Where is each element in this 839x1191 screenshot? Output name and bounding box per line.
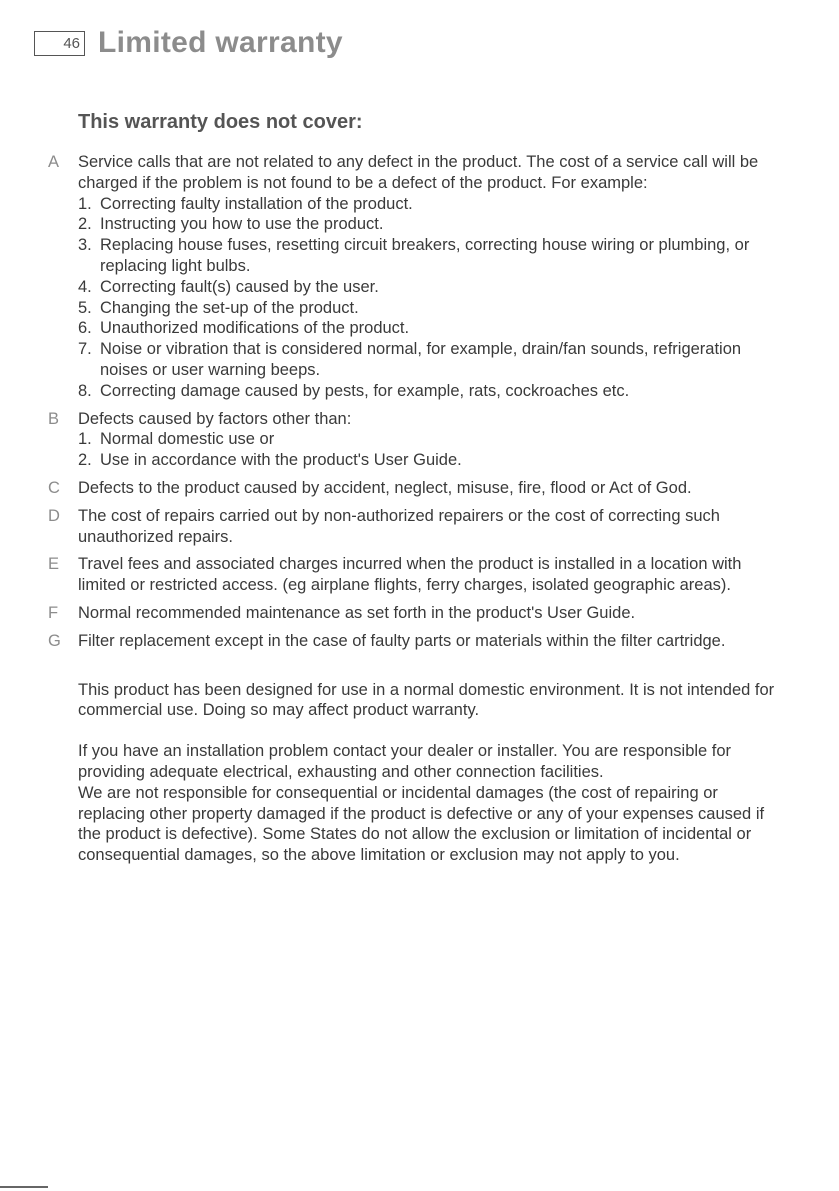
item-text: Service calls that are not related to any defect in the product. The cost of a service call will be charged if the problem is not found to be a defect of the product. For example: xyxy=(78,153,759,192)
item-letter: D xyxy=(48,506,60,525)
sub-text: Unauthorized modifications of the product. xyxy=(100,319,410,338)
sub-list xyxy=(78,429,778,471)
exclusion-item-c xyxy=(48,478,778,499)
sub-number: 3. xyxy=(78,236,92,255)
sub-number: 5. xyxy=(78,298,92,317)
sub-item xyxy=(78,450,778,471)
sub-text: Correcting fault(s) caused by the user. xyxy=(100,277,379,296)
sub-item xyxy=(78,339,778,381)
liability-paragraph: We are not responsible for consequential or incidental damages (the cost of repairing or replacing other property damaged if the product is defective or any of your expenses caused if the product is defective). Some States do not allow the exclusion or limitation of incidental or consequential damages, so the above limitation or exclusion may not apply to you. xyxy=(78,783,765,865)
item-text: Filter replacement except in the case of faulty parts or materials within the filter cartridge. xyxy=(78,631,726,650)
footer-rule xyxy=(0,1186,48,1188)
sub-number: 7. xyxy=(78,340,92,359)
item-letter: G xyxy=(48,631,61,650)
sub-list xyxy=(78,194,778,402)
domestic-use-paragraph: This product has been designed for use in a normal domestic environment. It is not intended for commercial use. Doing so may affect product warranty. xyxy=(78,680,775,720)
item-text: Normal recommended maintenance as set forth in the product's User Guide. xyxy=(78,603,636,622)
sub-number: 4. xyxy=(78,277,92,296)
item-letter: A xyxy=(48,153,60,171)
warranty-content xyxy=(48,152,778,866)
page-header xyxy=(34,28,343,58)
item-letter: E xyxy=(48,555,60,574)
exclusion-item-b xyxy=(48,409,778,471)
sub-number: 2. xyxy=(78,451,92,470)
installation-paragraph: If you have an installation problem contact your dealer or installer. You are responsible for providing adequate electrical, exhausting and other connection facilities. xyxy=(78,742,732,781)
exclusion-item-g xyxy=(48,631,778,652)
item-letter: F xyxy=(48,603,59,622)
sub-item xyxy=(78,429,778,450)
sub-item xyxy=(78,194,778,215)
sub-number: 1. xyxy=(78,430,92,449)
sub-text: Use in accordance with the product's User Guide. xyxy=(100,451,462,470)
item-body xyxy=(78,409,778,471)
sub-item xyxy=(78,318,778,339)
item-body xyxy=(78,152,778,402)
sub-text: Replacing house fuses, resetting circuit breakers, correcting house wiring or plumbing, or replacing light bulbs. xyxy=(100,236,750,275)
sub-text: Noise or vibration that is considered normal, for example, drain/fan sounds, refrigeration noises or user warning beeps. xyxy=(100,340,742,379)
sub-text: Correcting faulty installation of the product. xyxy=(100,194,413,213)
item-letter: C xyxy=(48,478,60,497)
sub-number: 8. xyxy=(78,381,92,400)
exclusion-item-f xyxy=(48,603,778,624)
sub-number: 2. xyxy=(78,215,92,234)
sub-item xyxy=(78,298,778,319)
sub-number: 6. xyxy=(78,319,92,338)
item-text: The cost of repairs carried out by non-authorized repairers or the cost of correcting such unauthorized repairs. xyxy=(78,506,720,546)
sub-text: Correcting damage caused by pests, for example, rats, cockroaches etc. xyxy=(100,381,630,400)
page-title: Limited warranty xyxy=(98,26,343,59)
item-text: Defects to the product caused by accident, neglect, misuse, fire, flood or Act of God. xyxy=(78,478,692,497)
sub-text: Instructing you how to use the product. xyxy=(100,215,384,234)
exclusion-item-d xyxy=(48,506,778,548)
item-letter: B xyxy=(48,409,60,428)
sub-item xyxy=(78,235,778,277)
sub-item xyxy=(78,277,778,298)
item-text: Defects caused by factors other than: xyxy=(78,409,352,428)
sub-item xyxy=(78,381,778,402)
sub-text: Changing the set-up of the product. xyxy=(100,298,359,317)
sub-number: 1. xyxy=(78,194,92,213)
sub-item xyxy=(78,214,778,235)
sub-text: Normal domestic use or xyxy=(100,430,275,449)
section-heading: This warranty does not cover: xyxy=(78,111,363,133)
page-number: 46 xyxy=(34,31,85,56)
exclusion-item-e xyxy=(48,554,778,596)
item-text: Travel fees and associated charges incurred when the product is installed in a location with limited or restricted access. (eg airplane flights, ferry charges, isolated geographic areas). xyxy=(78,555,742,595)
exclusion-item-a xyxy=(48,152,778,402)
